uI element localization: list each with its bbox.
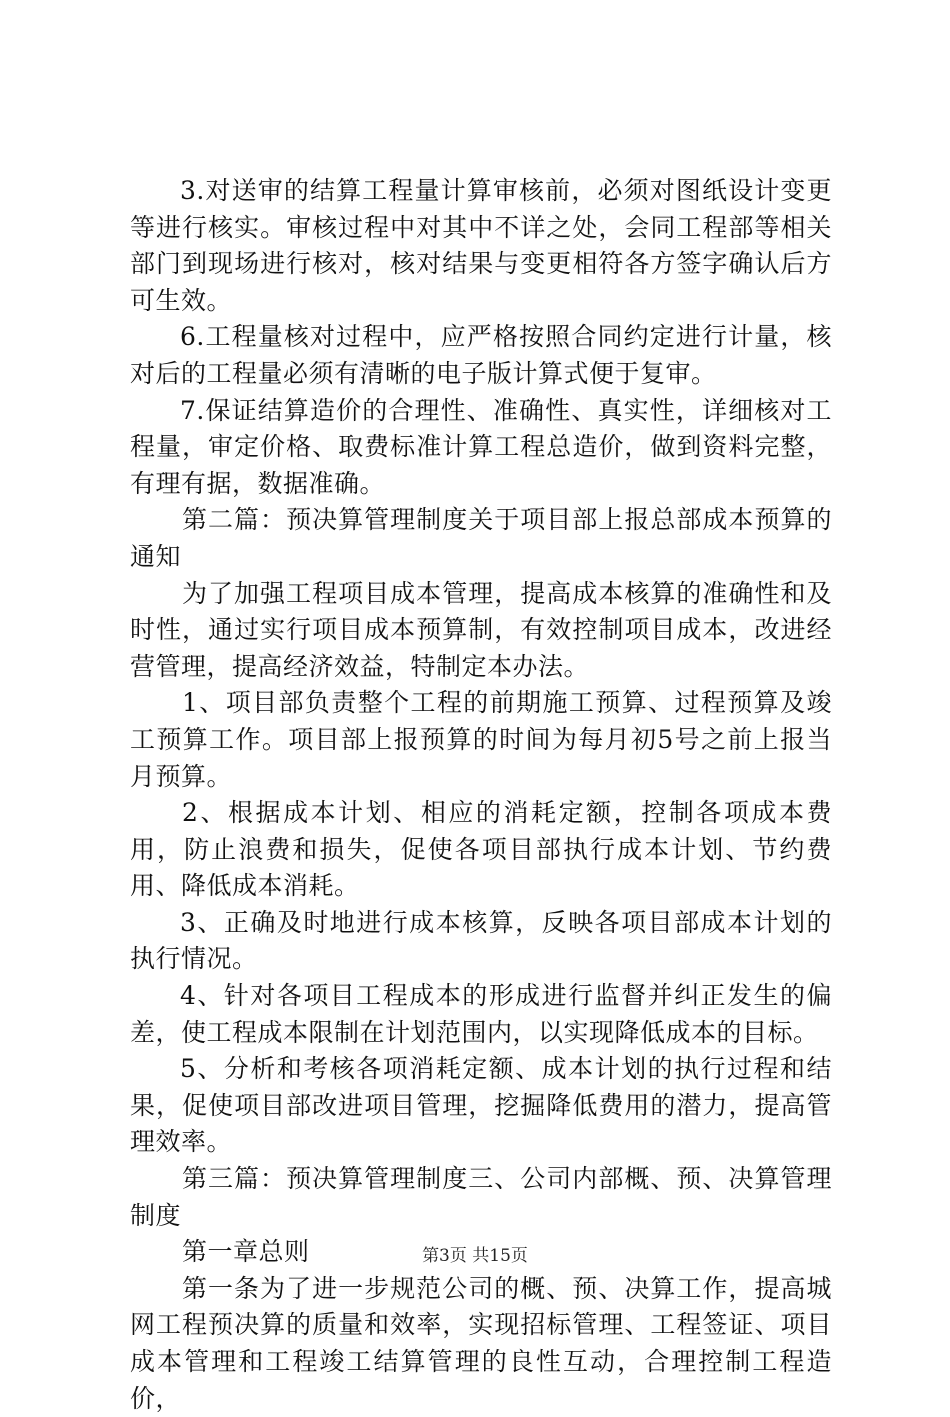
paragraph-item-3: 3.对送审的结算工程量计算审核前，必须对图纸设计变更等进行核实。审核过程中对其中不详之处，会同工程部等相关部门到现场进行核对，核对结果与变更相符各方签字确认后方可生效。 [130, 176, 832, 315]
paragraph-article-1: 第一条为了进一步规范公司的概、预、决算工作，提高城网工程预决算的质量和效率，实现招标管理、工程签证、项目成本管理和工程竣工结算管理的良性互动，合理控制工程造价， [130, 1273, 832, 1413]
paragraph-item-7: 7.保证结算造价的合理性、准确性、真实性，详细核对工程量，审定价格、取费标准计算工程总造价，做到资料完整，有理有据，数据准确。 [130, 395, 832, 498]
page-footer [0, 1244, 950, 1268]
paragraph-rule-4: 4、针对各项目工程成本的形成进行监督并纠正发生的偏差，使工程成本限制在计划范围内，以实现降低成本的目标。 [130, 981, 832, 1047]
paragraph-intro: 为了加强工程项目成本管理，提高成本核算的准确性和及时性，通过实行项目成本预算制，有效控制项目成本，改进经营管理，提高经济效益，特制定本办法。 [130, 578, 832, 681]
paragraph-rule-5: 5、分析和考核各项消耗定额、成本计划的执行过程和结果，促使项目部改进项目管理，挖掘降低费用的潜力，提高管理效率。 [130, 1054, 832, 1157]
paragraph-rule-2: 2、根据成本计划、相应的消耗定额，控制各项成本费用，防止浪费和损失，促使各项目部执行成本计划、节约费用、降低成本消耗。 [130, 798, 832, 901]
document-body [130, 173, 832, 1417]
paragraph-item-6: 6.工程量核对过程中，应严格按照合同约定进行计量，核对后的工程量必须有清晰的电子版计算式便于复审。 [130, 322, 832, 388]
section-heading-part-3: 第三篇：预决算管理制度三、公司内部概、预、决算管理制度 [130, 1164, 832, 1230]
page-number-label: 第3页 共15页 [422, 1246, 528, 1266]
paragraph-rule-1: 1、项目部负责整个工程的前期施工预算、过程预算及竣工预算工作。项目部上报预算的时间为每月初5号之前上报当月预算。 [130, 688, 832, 791]
chapter-heading: 第一章总则 [182, 1237, 310, 1267]
paragraph-rule-3: 3、正确及时地进行成本核算，反映各项目部成本计划的执行情况。 [130, 907, 832, 974]
section-heading-part-2: 第二篇：预决算管理制度关于项目部上报总部成本预算的通知 [130, 505, 832, 571]
